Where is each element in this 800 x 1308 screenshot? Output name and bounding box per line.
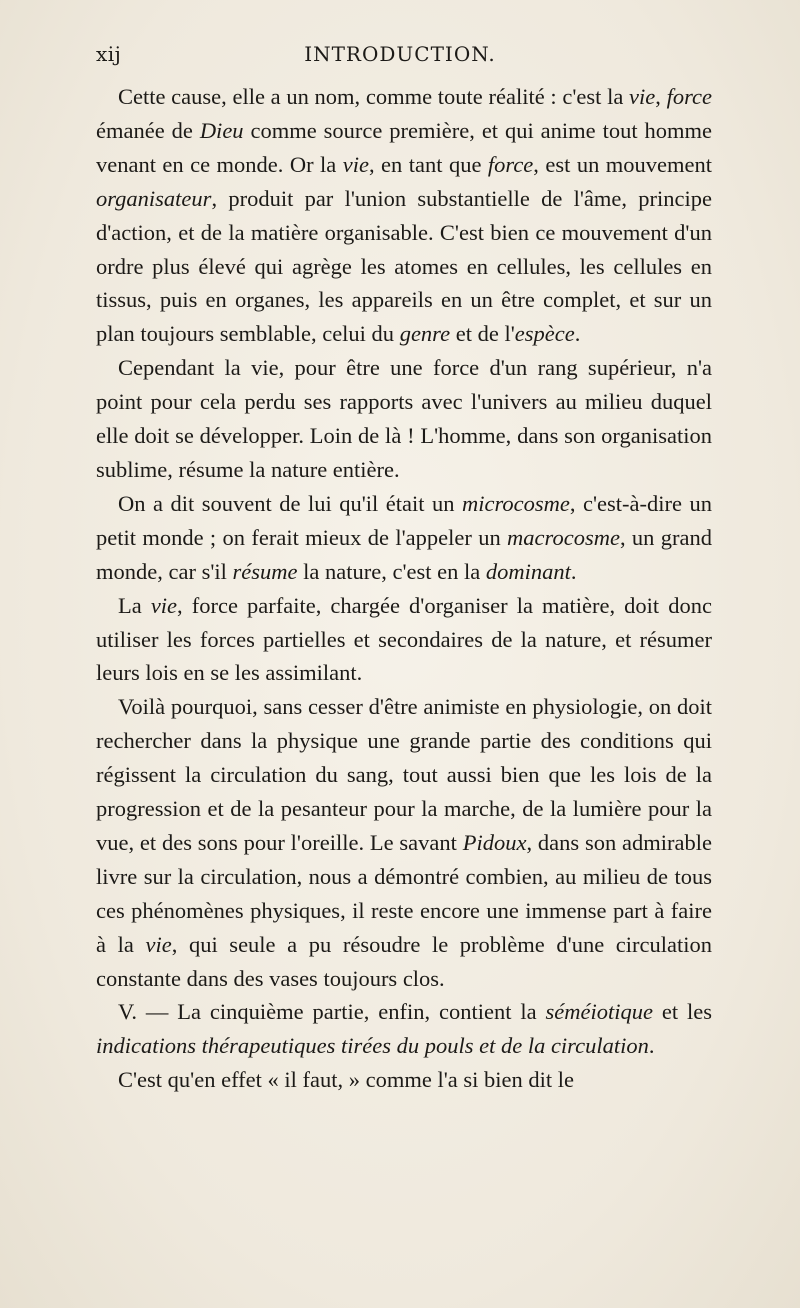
text-run: , un grand monde, car s'il xyxy=(96,524,712,584)
text-run: , xyxy=(655,84,667,109)
paragraph xyxy=(96,487,712,589)
text-run: comme source première, et qui anime tout homme venant en ce monde. Or la xyxy=(96,117,713,177)
text-run: C'est qu'en effet « il faut, » comme l'a si bien dit le xyxy=(118,1067,575,1093)
body-text xyxy=(96,80,712,1097)
paragraph xyxy=(96,1063,712,1097)
text-run: V. — La cinquième partie, enfin, contient la xyxy=(118,999,546,1025)
italic-term: indications thérapeutiques tirées du pouls et de la circulation xyxy=(96,1033,649,1059)
italic-term: microcosme xyxy=(461,490,570,516)
paragraph xyxy=(96,995,712,1063)
page-number: xij xyxy=(96,42,122,66)
italic-term: séméiotique xyxy=(545,999,653,1025)
paragraph xyxy=(96,351,712,487)
text-run: . xyxy=(648,1033,655,1059)
paragraph xyxy=(96,589,712,691)
italic-term: résume xyxy=(232,558,298,584)
text-run: , force parfaite, chargée d'organiser la matière, doit donc utiliser les forces partielles et secondaires de la nature, et résumer leurs lois en se les assimilant. xyxy=(96,592,712,686)
running-head: INTRODUCTION. xyxy=(304,42,496,66)
text-run: La xyxy=(118,592,151,618)
text-run: Voilà pourquoi, sans cesser d'être animiste en physiologie, on doit rechercher dans la physique une grande partie des conditions qui régissent la circulation du sang, tout aussi bien que les lois de la progression et de la pesanteur pour la marche, de la lumière pour la vue, et des sons pour l'oreille. Le savant xyxy=(96,694,712,855)
text-run: Cette cause, elle a un nom, comme toute réalité : c'est la xyxy=(118,84,630,109)
page-header xyxy=(0,40,800,66)
italic-term: Dieu xyxy=(199,117,244,143)
italic-term: vie xyxy=(342,151,369,177)
italic-term: dominant xyxy=(485,558,571,584)
paragraph xyxy=(96,690,712,995)
text-run: la nature, c'est en la xyxy=(297,558,486,584)
italic-term: organisateur xyxy=(96,185,212,211)
text-run: . xyxy=(570,558,577,584)
text-run: et de l' xyxy=(450,321,515,347)
text-run: Cependant la vie, pour être une force d'un rang supérieur, n'a point pour cela perdu ses rapports avec l'univers au milieu duquel elle doit se développer. Loin de là ! L'homme, dans son organisation sublime, résume la nature entière. xyxy=(96,355,712,482)
italic-term: vie xyxy=(145,931,172,957)
italic-term: Pidoux xyxy=(462,829,527,855)
text-run: et les xyxy=(652,999,712,1025)
italic-term: macrocosme xyxy=(507,524,620,550)
paragraph xyxy=(96,80,712,351)
text-run: , en tant que xyxy=(368,151,488,177)
italic-term: force xyxy=(487,151,534,177)
italic-term: force xyxy=(666,84,712,109)
italic-term: vie xyxy=(150,592,178,618)
italic-term: vie xyxy=(629,84,656,109)
text-run: . xyxy=(574,321,581,347)
text-run: , c'est-à-dire un petit monde ; on ferait mieux de l'appeler un xyxy=(96,490,712,550)
text-run: , produit par l'union substantielle de l'âme, principe d'action, et de la matière organisable. C'est bien ce mouvement d'un ordre plus élevé qui agrège les atomes en cellules, les cellules en tissus, puis en organes, les appareils en un être complet, et sur un plan toujours semblable, celui du xyxy=(96,185,712,347)
text-run: émanée de xyxy=(96,117,200,143)
italic-term: espèce xyxy=(514,321,575,347)
text-run: , qui seule a pu résoudre le problème d'une circulation constante dans des vases toujours clos. xyxy=(96,931,713,991)
text-run: , est un mouvement xyxy=(533,151,712,177)
italic-term: genre xyxy=(399,321,451,347)
text-run: On a dit souvent de lui qu'il était un xyxy=(118,490,462,516)
text-run: , dans son admirable livre sur la circulation, nous a démontré combien, au milieu de tous ces phénomènes physiques, il reste encore une immense part à faire à la xyxy=(96,829,712,957)
